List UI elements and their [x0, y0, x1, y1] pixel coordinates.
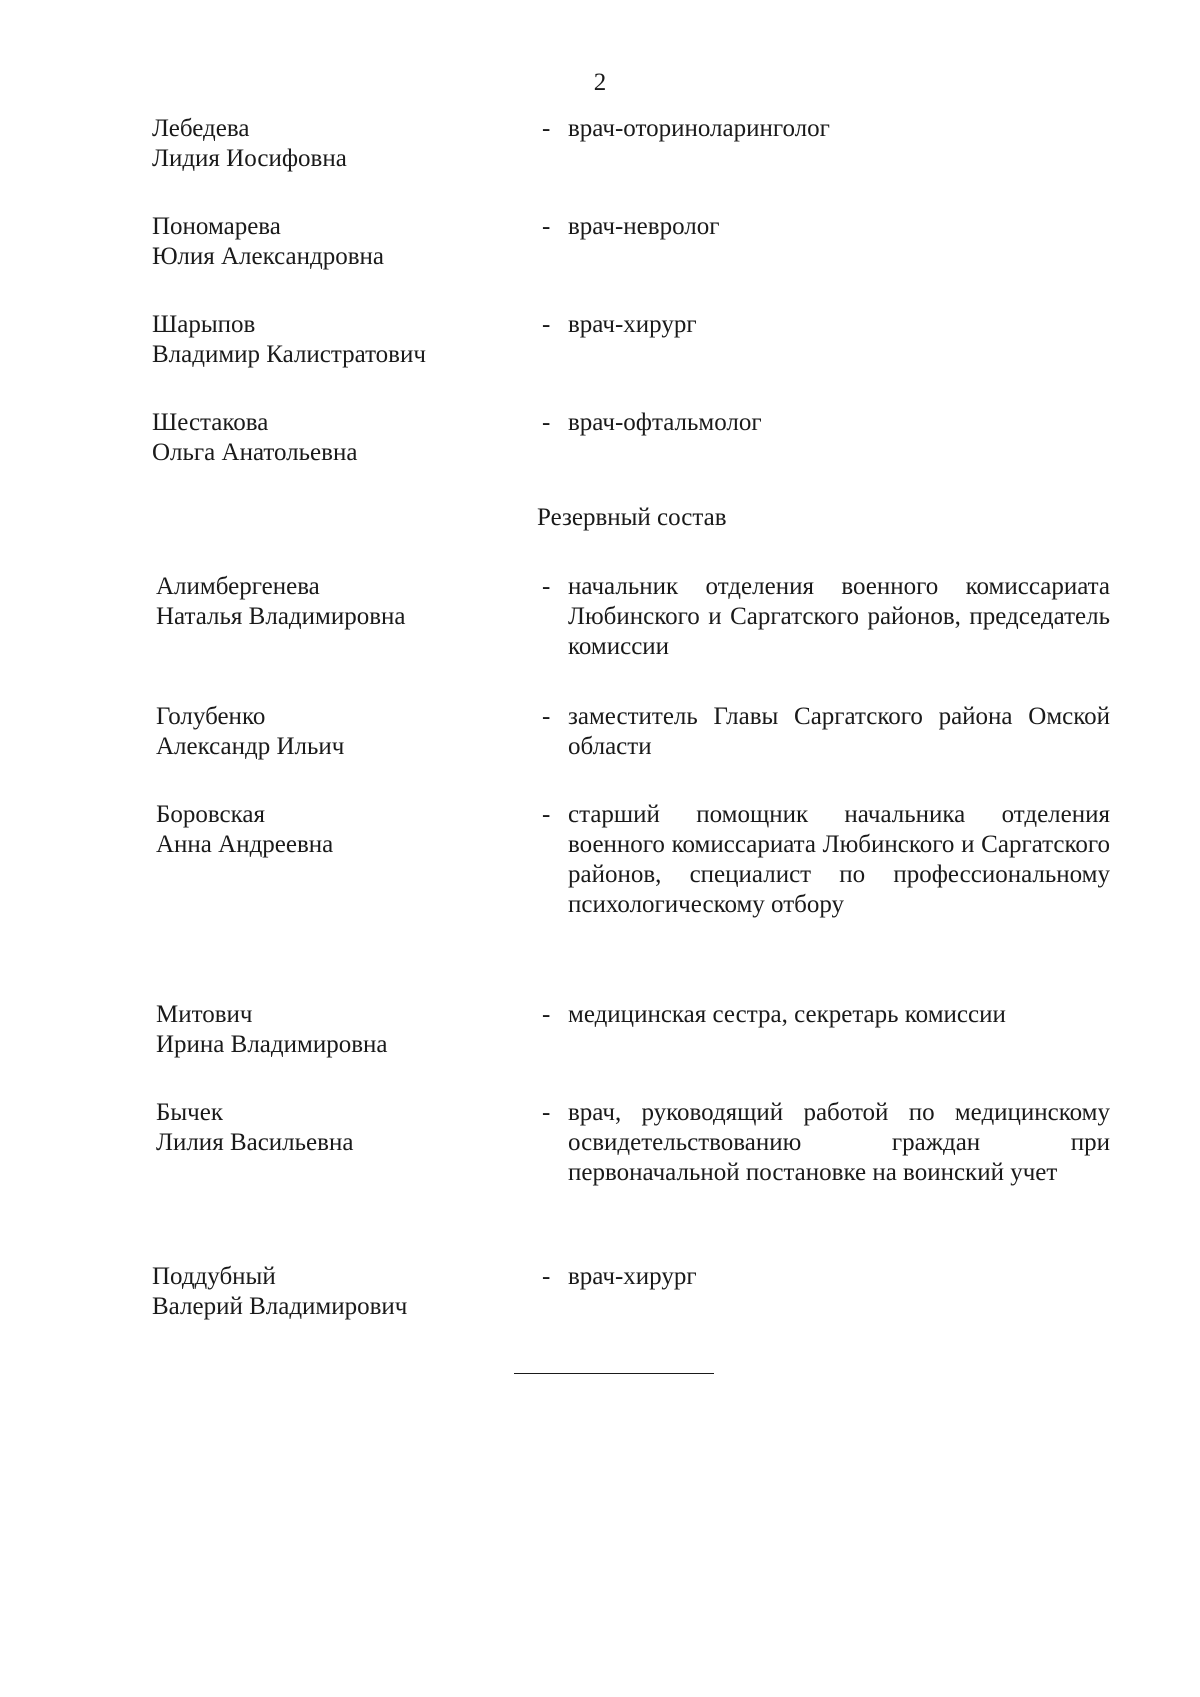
member-given-name: Валерий Владимирович: [152, 1293, 408, 1320]
member-role: [542, 702, 1122, 762]
role-dash: -: [542, 311, 551, 338]
member-role: [542, 310, 1122, 340]
member-surname: Лебедева: [152, 115, 250, 142]
role-dash: -: [542, 1263, 551, 1290]
role-dash: -: [542, 1001, 551, 1028]
member-given-name: Лилия Васильевна: [156, 1129, 354, 1156]
member-surname: Бычек: [156, 1099, 223, 1126]
member-role-text: врач-хирург: [568, 311, 697, 338]
member-role-text: заместитель Главы Саргатского района Омской области: [568, 703, 1110, 760]
member-role: [542, 800, 1122, 920]
member-role-text: врач-хирург: [568, 1263, 697, 1290]
role-dash: -: [542, 703, 551, 730]
member-role-text: медицинская сестра, секретарь комиссии: [568, 1001, 1006, 1028]
member-given-name: Ольга Анатольевна: [152, 439, 358, 466]
member-surname: Пономарева: [152, 213, 281, 240]
member-given-name: Анна Андреевна: [156, 831, 334, 858]
member-surname: Шестакова: [152, 409, 269, 436]
member-role: [542, 114, 1122, 144]
member-given-name: Ирина Владимировна: [156, 1031, 388, 1058]
member-given-name: Владимир Калистратович: [152, 341, 426, 368]
member-role-text: начальник отделения военного комиссариата Любинского и Саргатского районов, председатель комиссии: [568, 573, 1110, 660]
member-role: [542, 1000, 1122, 1030]
member-role: [542, 212, 1122, 242]
member-given-name: Наталья Владимировна: [156, 603, 406, 630]
role-dash: -: [542, 213, 551, 240]
member-surname: Шарыпов: [152, 311, 256, 338]
member-role: [542, 572, 1122, 662]
member-surname: Поддубный: [152, 1263, 276, 1290]
member-role-text: врач-оториноларинголог: [568, 115, 830, 142]
role-dash: -: [542, 1099, 551, 1126]
member-role: [542, 1262, 1122, 1292]
member-surname: Алимбергенева: [156, 573, 320, 600]
member-name: [156, 702, 516, 762]
member-role-text: врач-офтальмолог: [568, 409, 762, 436]
role-dash: -: [542, 409, 551, 436]
member-name: [156, 800, 516, 860]
member-given-name: Александр Ильич: [156, 733, 345, 760]
member-name: [156, 1098, 516, 1158]
member-name: [152, 408, 512, 468]
member-given-name: Юлия Александровна: [152, 243, 384, 270]
role-dash: -: [542, 115, 551, 142]
member-name: [152, 1262, 512, 1322]
member-given-name: Лидия Иосифовна: [152, 145, 347, 172]
member-role: [542, 408, 1122, 438]
member-role: [542, 1098, 1122, 1188]
member-name: [156, 1000, 516, 1060]
member-name: [152, 212, 512, 272]
member-surname: Голубенко: [156, 703, 266, 730]
role-dash: -: [542, 801, 551, 828]
reserve-section-title: Резервный состав: [537, 504, 727, 531]
member-name: [152, 310, 512, 370]
member-role-text: врач-невролог: [568, 213, 720, 240]
role-dash: -: [542, 573, 551, 600]
member-surname: Митович: [156, 1001, 253, 1028]
member-name: [156, 572, 516, 632]
member-surname: Боровская: [156, 801, 265, 828]
page-number: 2: [593, 69, 607, 96]
member-role-text: старший помощник начальника отделения военного комиссариата Любинского и Саргатского районов, специалист по профессиональному психологическому отбору: [568, 801, 1110, 918]
member-name: [152, 114, 512, 174]
closing-rule: [514, 1373, 714, 1374]
member-role-text: врач, руководящий работой по медицинскому освидетельствованию граждан при первоначальной постановке на воинский учет: [568, 1099, 1110, 1186]
